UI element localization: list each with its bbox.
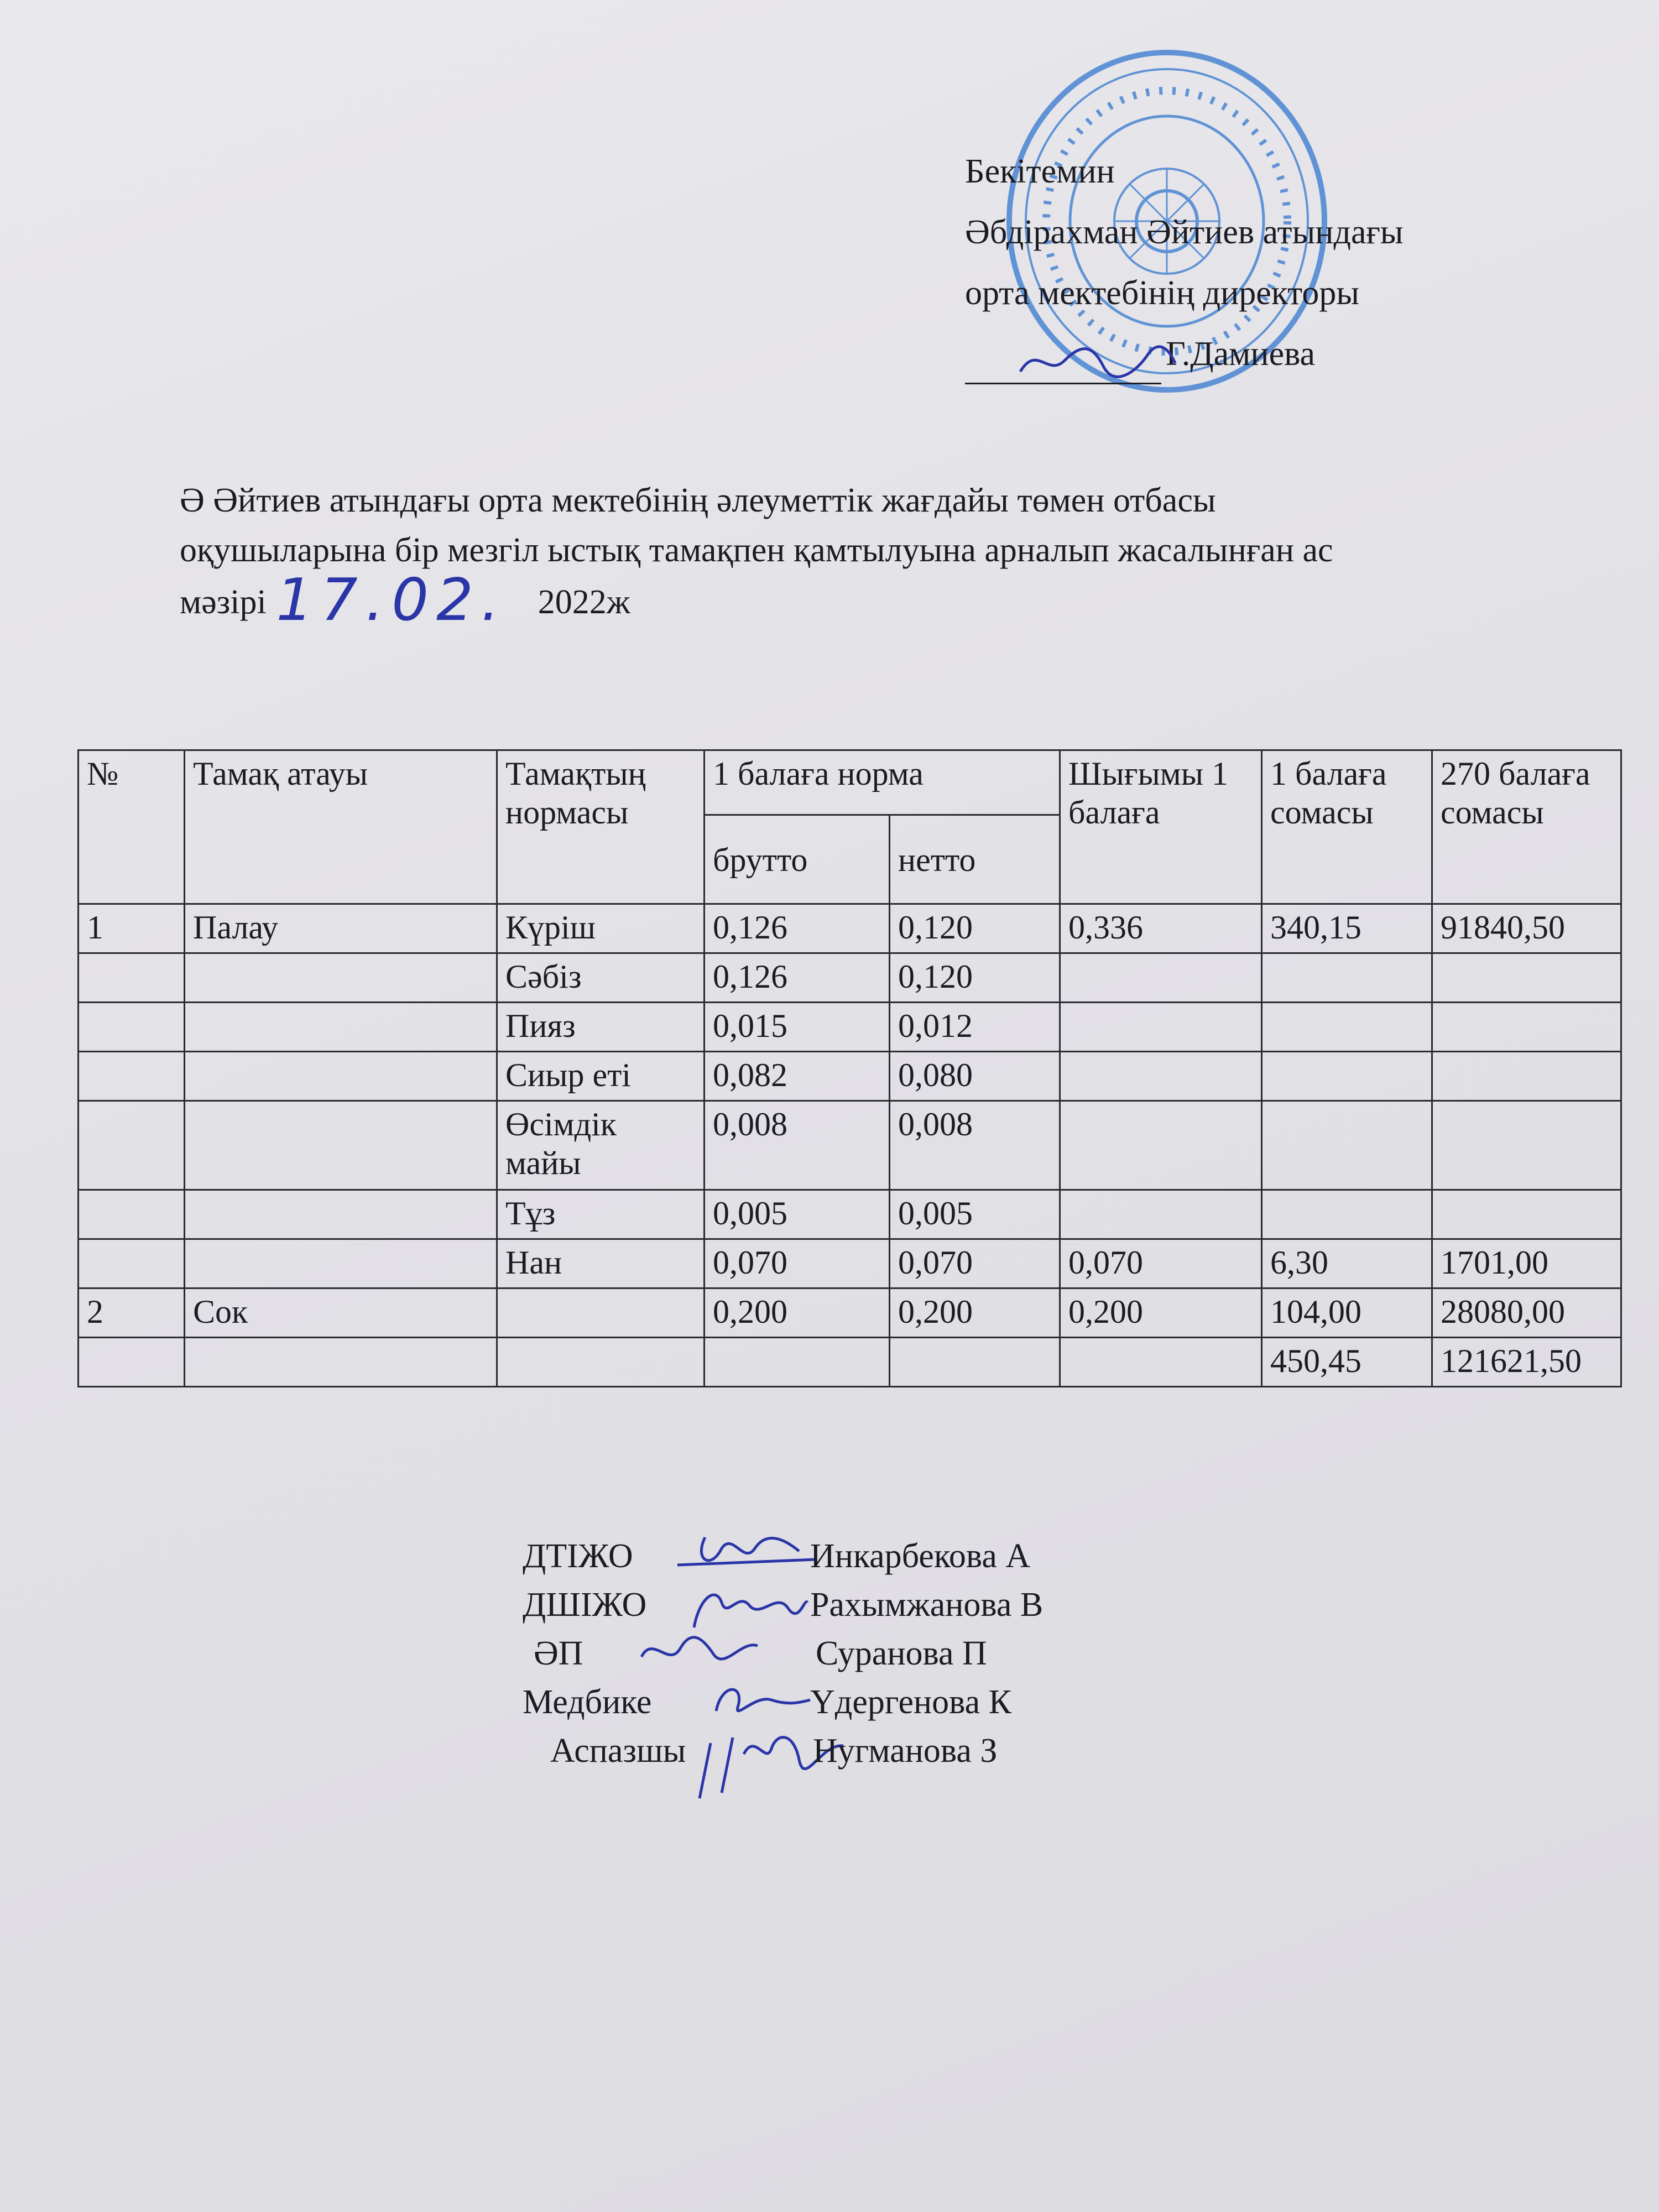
approval-heading: Бекітемин <box>965 153 1115 190</box>
cell-item: Күріш <box>497 904 705 953</box>
signature-row <box>523 1678 1186 1726</box>
cell-sum-one <box>1262 1190 1432 1239</box>
cell-sum-270 <box>1432 1003 1621 1052</box>
menu-table <box>77 749 1622 1387</box>
cell-output <box>1060 1003 1262 1052</box>
header-dish: Тамақ атауы <box>185 750 497 904</box>
table-row <box>79 1003 1621 1052</box>
table-row <box>79 953 1621 1003</box>
signature-name: Нугманова З <box>813 1732 998 1770</box>
signature-row <box>523 1580 1186 1629</box>
cell-output <box>1060 1052 1262 1101</box>
cell-number <box>79 1052 185 1101</box>
director-name: Г.Дамиева <box>1166 335 1316 373</box>
cell-sum-one: 340,15 <box>1262 904 1432 953</box>
cell-dish <box>185 1052 497 1101</box>
table-header-row <box>79 750 1621 815</box>
cell-dish: Сок <box>185 1288 497 1338</box>
cell-number: 2 <box>79 1288 185 1338</box>
table-row <box>79 1101 1621 1190</box>
cell-item: Өсімдік майы <box>497 1101 705 1190</box>
cell-brutto: 0,200 <box>705 1288 890 1338</box>
title-line-1: Ә Әйтиев атындағы орта мектебінің әлеуметтік жағдайы төмен отбасы <box>180 482 1216 519</box>
header-norm: Тамақтың нормасы <box>497 750 705 904</box>
cell-output <box>1060 1190 1262 1239</box>
cell-brutto <box>705 1338 890 1387</box>
cell-item <box>497 1338 705 1387</box>
signature-row <box>523 1629 1186 1678</box>
cell-netto: 0,070 <box>890 1239 1060 1288</box>
handwritten-signature <box>630 1624 763 1679</box>
signature-role: Медбике <box>523 1683 652 1721</box>
cell-netto: 0,005 <box>890 1190 1060 1239</box>
signature-role: ӘП <box>534 1635 583 1672</box>
header-number: № <box>79 750 185 904</box>
cell-number <box>79 1239 185 1288</box>
table-row <box>79 1239 1621 1288</box>
header-sum-one: 1 балаға сомасы <box>1262 750 1432 904</box>
cell-output <box>1060 953 1262 1003</box>
cell-number <box>79 1338 185 1387</box>
cell-netto <box>890 1338 1060 1387</box>
cell-brutto: 0,126 <box>705 953 890 1003</box>
cell-number <box>79 1190 185 1239</box>
cell-item: Тұз <box>497 1190 705 1239</box>
handwritten-signature <box>672 1526 821 1582</box>
cell-sum-270: 28080,00 <box>1432 1288 1621 1338</box>
header-per-child-norm: 1 балаға норма <box>705 750 1060 815</box>
approval-signature-line <box>965 324 1573 384</box>
cell-brutto: 0,015 <box>705 1003 890 1052</box>
cell-netto: 0,080 <box>890 1052 1060 1101</box>
approval-school-name: Әбдірахман Әйтиев атындағы <box>965 213 1404 251</box>
cell-brutto: 0,008 <box>705 1101 890 1190</box>
cell-netto: 0,120 <box>890 904 1060 953</box>
cell-output: 0,200 <box>1060 1288 1262 1338</box>
approval-position: орта мектебінің директоры <box>965 274 1360 312</box>
cell-item: Сиыр еті <box>497 1052 705 1101</box>
signatures-block <box>523 1532 1186 1775</box>
cell-brutto: 0,070 <box>705 1239 890 1288</box>
cell-number <box>79 1101 185 1190</box>
cell-item: Пияз <box>497 1003 705 1052</box>
cell-netto: 0,200 <box>890 1288 1060 1338</box>
cell-netto: 0,012 <box>890 1003 1060 1052</box>
cell-brutto: 0,005 <box>705 1190 890 1239</box>
cell-output <box>1060 1101 1262 1190</box>
cell-dish <box>185 1239 497 1288</box>
cell-sum-270 <box>1432 1190 1621 1239</box>
signature-name: Суранова П <box>816 1635 987 1672</box>
cell-dish <box>185 1003 497 1052</box>
cell-sum-one: 104,00 <box>1262 1288 1432 1338</box>
title-year: 2022ж <box>538 583 630 621</box>
cell-sum-270: 1701,00 <box>1432 1239 1621 1288</box>
cell-dish <box>185 1190 497 1239</box>
cell-output: 0,070 <box>1060 1239 1262 1288</box>
signature-row <box>523 1532 1186 1580</box>
cell-output <box>1060 1338 1262 1387</box>
title-line-2: оқушыларына бір мезгіл ыстық тамақпен қамтылуына арналып жасалынған ас <box>180 531 1333 569</box>
header-brutto: брутто <box>705 815 890 904</box>
header-netto: нетто <box>890 815 1060 904</box>
cell-dish <box>185 953 497 1003</box>
cell-number: 1 <box>79 904 185 953</box>
table-total-row <box>79 1338 1621 1387</box>
title-line-3 <box>180 566 1595 634</box>
cell-total-sum-270: 121621,50 <box>1432 1338 1621 1387</box>
handwritten-date: 17.02. <box>276 566 508 634</box>
cell-sum-one <box>1262 1003 1432 1052</box>
document-title <box>180 476 1595 634</box>
signature-role: ДТІЖО <box>523 1537 633 1575</box>
cell-item <box>497 1288 705 1338</box>
handwritten-signature <box>705 1672 816 1728</box>
cell-sum-270 <box>1432 953 1621 1003</box>
signature-role: Аспазшы <box>550 1732 686 1770</box>
cell-sum-270 <box>1432 1052 1621 1101</box>
cell-netto: 0,120 <box>890 953 1060 1003</box>
cell-number <box>79 1003 185 1052</box>
cell-sum-270 <box>1432 1101 1621 1190</box>
cell-sum-one <box>1262 953 1432 1003</box>
approval-block <box>965 141 1573 384</box>
table-row <box>79 904 1621 953</box>
cell-item: Сәбіз <box>497 953 705 1003</box>
cell-total-sum-one: 450,45 <box>1262 1338 1432 1387</box>
header-sum-270: 270 балаға сомасы <box>1432 750 1621 904</box>
cell-sum-one <box>1262 1101 1432 1190</box>
cell-brutto: 0,126 <box>705 904 890 953</box>
table-row <box>79 1190 1621 1239</box>
cell-number <box>79 953 185 1003</box>
cell-brutto: 0,082 <box>705 1052 890 1101</box>
cell-item: Нан <box>497 1239 705 1288</box>
header-output: Шығымы 1 балаға <box>1060 750 1262 904</box>
signature-name: Инкарбекова А <box>810 1537 1031 1575</box>
cell-sum-270: 91840,50 <box>1432 904 1621 953</box>
cell-dish <box>185 1338 497 1387</box>
table-row <box>79 1052 1621 1101</box>
signature-name: Рахымжанова В <box>810 1586 1044 1624</box>
cell-dish: Палау <box>185 904 497 953</box>
signature-role: ДШІЖО <box>523 1586 647 1624</box>
title-menu-word: мәзірі <box>180 583 267 621</box>
signature-row <box>523 1726 1186 1775</box>
cell-netto: 0,008 <box>890 1101 1060 1190</box>
cell-sum-one <box>1262 1052 1432 1101</box>
director-signature <box>965 344 1161 384</box>
cell-output: 0,336 <box>1060 904 1262 953</box>
table-row <box>79 1288 1621 1338</box>
cell-dish <box>185 1101 497 1190</box>
cell-sum-one: 6,30 <box>1262 1239 1432 1288</box>
signature-name: Үдергенова К <box>810 1683 1011 1721</box>
